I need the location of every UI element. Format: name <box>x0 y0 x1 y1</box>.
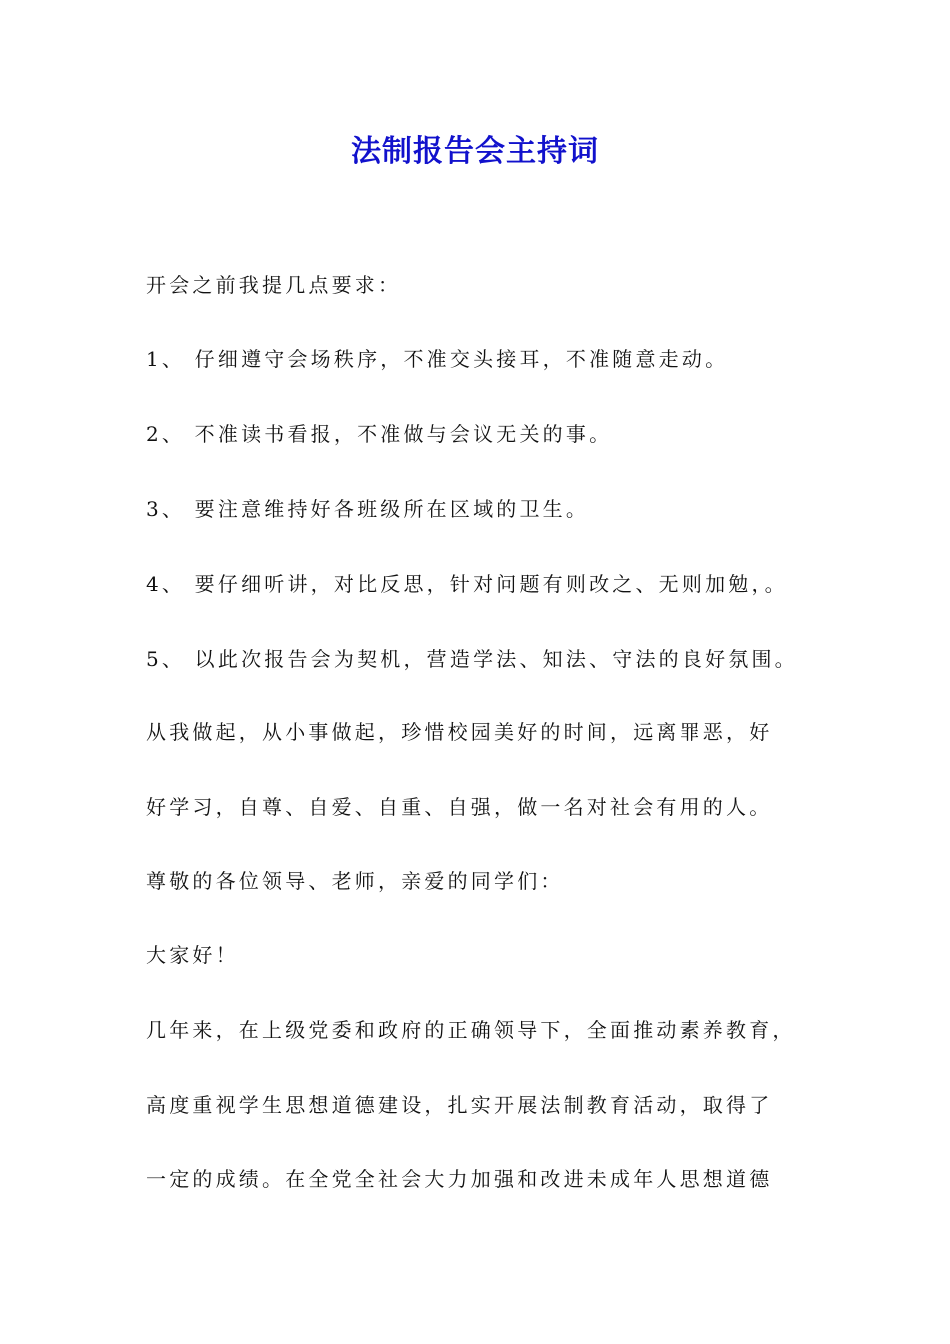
paragraph-line: 3、 要注意维持好各班级所在区域的卫生。 <box>146 497 590 521</box>
paragraph-line: 4、 要仔细听讲，对比反思，针对问题有则改之、无则加勉，。 <box>146 572 788 596</box>
document-title: 法制报告会主持词 <box>351 134 599 169</box>
paragraph-line: 尊敬的各位领导、老师，亲爱的同学们： <box>146 869 564 893</box>
paragraph-line: 高度重视学生思想道德建设，扎实开展法制教育活动，取得了 <box>146 1093 773 1117</box>
paragraph-line: 从我做起，从小事做起，珍惜校园美好的时间，远离罪恶，好 <box>146 720 773 744</box>
paragraph-line: 5、 以此次报告会为契机，营造学法、知法、守法的良好氛围。 <box>146 647 798 671</box>
paragraph-line: 大家好！ <box>146 943 239 967</box>
paragraph-line: 几年来，在上级党委和政府的正确领导下，全面推动素养教育， <box>146 1018 796 1042</box>
paragraph-line: 2、 不准读书看报，不准做与会议无关的事。 <box>146 422 613 446</box>
paragraph-line: 1、 仔细遵守会场秩序，不准交头接耳，不准随意走动。 <box>146 347 729 371</box>
paragraph-line: 一定的成绩。在全党全社会大力加强和改进未成年人思想道德 <box>146 1167 773 1191</box>
paragraph-line: 好学习，自尊、自爱、自重、自强，做一名对社会有用的人。 <box>146 795 773 819</box>
paragraph-line: 开会之前我提几点要求： <box>146 273 402 297</box>
